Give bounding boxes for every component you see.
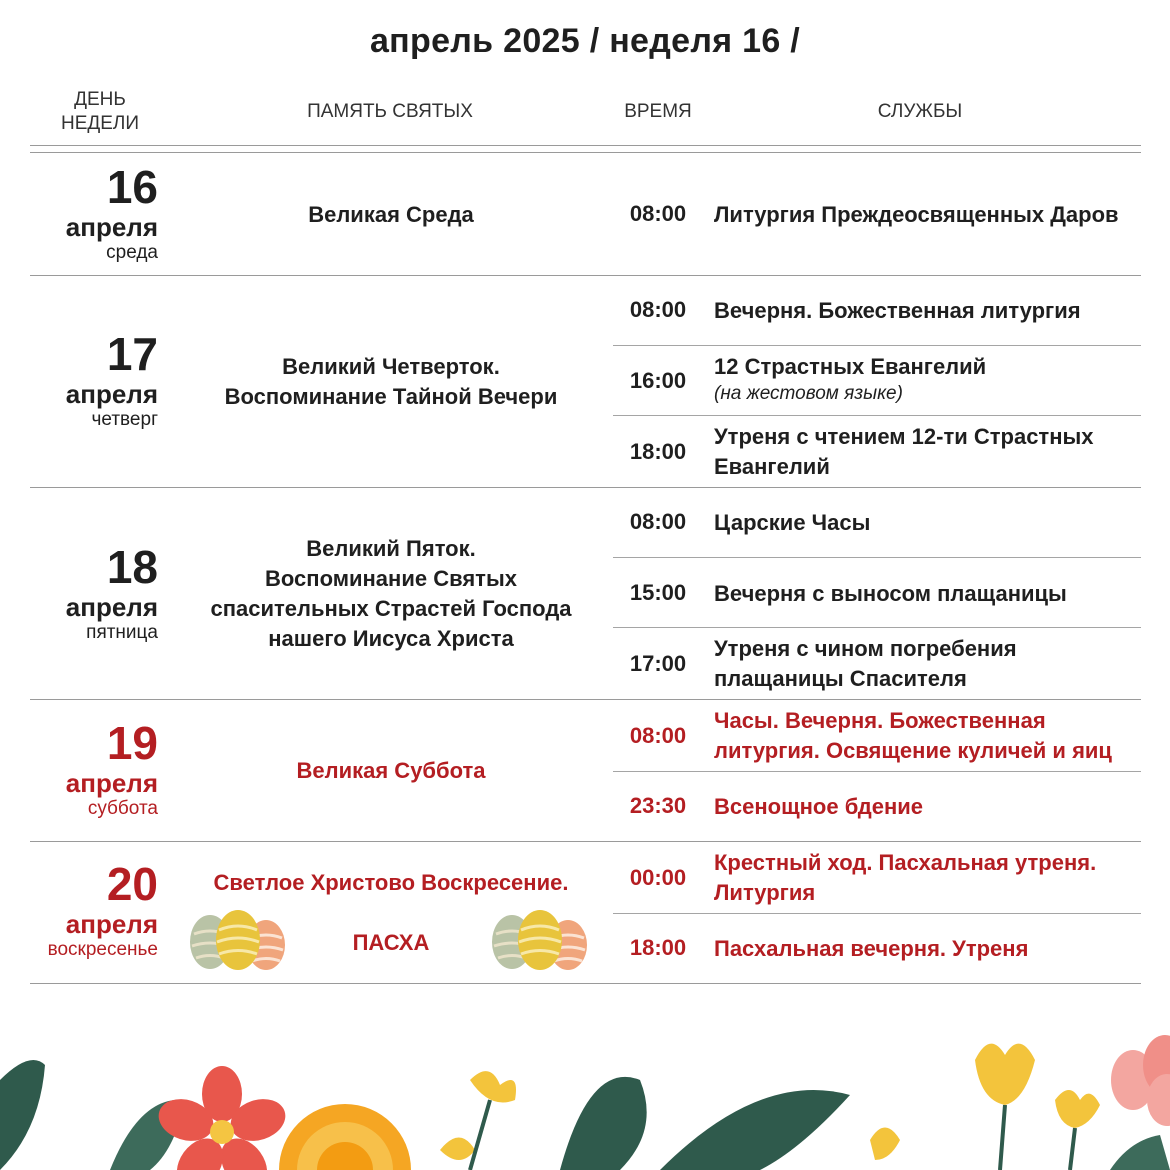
service-divider xyxy=(613,345,1141,346)
service-name xyxy=(714,352,1154,406)
weekday-label: четверг xyxy=(91,409,158,430)
saints-commemoration: Светлое Христово Воскресение. xyxy=(213,870,569,895)
service-divider xyxy=(613,557,1141,558)
month-label: апреля xyxy=(65,212,158,242)
day-number: 17 xyxy=(106,328,158,380)
row-divider xyxy=(30,983,1141,984)
date-block xyxy=(20,860,158,962)
row-divider xyxy=(30,487,1141,488)
feast-name: ПАСХА xyxy=(352,930,430,955)
weekday-label: пятница xyxy=(86,622,158,643)
row-divider xyxy=(30,841,1141,842)
saints-commemoration: Великая Суббота xyxy=(296,758,486,783)
service-divider xyxy=(613,415,1141,416)
date-block xyxy=(20,330,158,432)
header-divider xyxy=(30,145,1141,146)
saints-commemoration: Великая Среда xyxy=(308,202,474,227)
service-time: 08:00 xyxy=(629,723,687,748)
service-time: 18:00 xyxy=(629,935,687,960)
flower-decoration xyxy=(0,1000,1170,1170)
weekday-label: суббота xyxy=(87,798,158,819)
service-divider xyxy=(613,627,1141,628)
row-divider xyxy=(30,275,1141,276)
saints-commemoration: Великий Пяток. Воспоминание Святых спасительных Страстей Господа нашего Иисуса Христа xyxy=(210,536,572,651)
service-time: 00:00 xyxy=(629,865,687,890)
service-name: Всенощное бдение xyxy=(714,794,924,819)
header-divider-second xyxy=(30,152,1141,153)
service-time: 15:00 xyxy=(629,580,687,605)
header-services: СЛУЖБЫ xyxy=(877,101,963,122)
row-divider xyxy=(30,699,1141,700)
date-block xyxy=(20,163,158,265)
service-name: Утреня с чтением 12-ти Страстных Евангелий xyxy=(714,424,1094,479)
weekday-label: воскресенье xyxy=(47,939,158,960)
date-block xyxy=(20,719,158,821)
easter-eggs-icon xyxy=(490,908,592,972)
date-block xyxy=(20,543,158,645)
service-name-text: 12 Страстных Евангелий xyxy=(714,354,987,379)
service-name: Вечерня. Божественная литургия xyxy=(714,298,1081,323)
service-name: Пасхальная вечерня. Утреня xyxy=(714,936,1029,961)
service-time: 17:00 xyxy=(629,651,687,676)
service-name: Часы. Вечерня. Божественная литургия. Освящение куличей и яиц xyxy=(714,708,1112,763)
header-saints: ПАМЯТЬ СВЯТЫХ xyxy=(307,101,473,122)
day-number: 18 xyxy=(106,541,158,593)
page-title: апрель 2025 / неделя 16 / xyxy=(369,22,801,60)
day-number: 16 xyxy=(106,161,158,213)
day-number: 19 xyxy=(106,717,158,769)
service-name: Крестный ход. Пасхальная утреня. Литургия xyxy=(714,850,1097,905)
month-label: апреля xyxy=(65,379,158,409)
service-time: 08:00 xyxy=(629,297,687,322)
service-note: (на жестовом языке) xyxy=(714,383,903,404)
service-time: 16:00 xyxy=(629,368,687,393)
service-name: Царские Часы xyxy=(714,510,871,535)
service-name: Литургия Преждеосвященных Даров xyxy=(714,202,1119,227)
easter-eggs-icon xyxy=(188,908,290,972)
service-time: 08:00 xyxy=(629,509,687,534)
header-day-of-week: ДЕНЬ НЕДЕЛИ xyxy=(60,89,140,134)
service-time: 23:30 xyxy=(629,793,687,818)
service-time: 18:00 xyxy=(629,439,687,464)
header-time: ВРЕМЯ xyxy=(624,101,692,122)
service-name: Утреня с чином погребения плащаницы Спасителя xyxy=(714,636,1017,691)
month-label: апреля xyxy=(65,768,158,798)
service-time: 08:00 xyxy=(629,201,687,226)
day-number: 20 xyxy=(106,858,158,910)
service-name: Вечерня с выносом плащаницы xyxy=(714,581,1067,606)
service-divider xyxy=(613,771,1141,772)
month-label: апреля xyxy=(65,592,158,622)
weekday-label: среда xyxy=(106,242,158,263)
saints-commemoration: Великий Четверток. Воспоминание Тайной Вечери xyxy=(224,354,558,409)
month-label: апреля xyxy=(65,909,158,939)
service-divider xyxy=(613,913,1141,914)
